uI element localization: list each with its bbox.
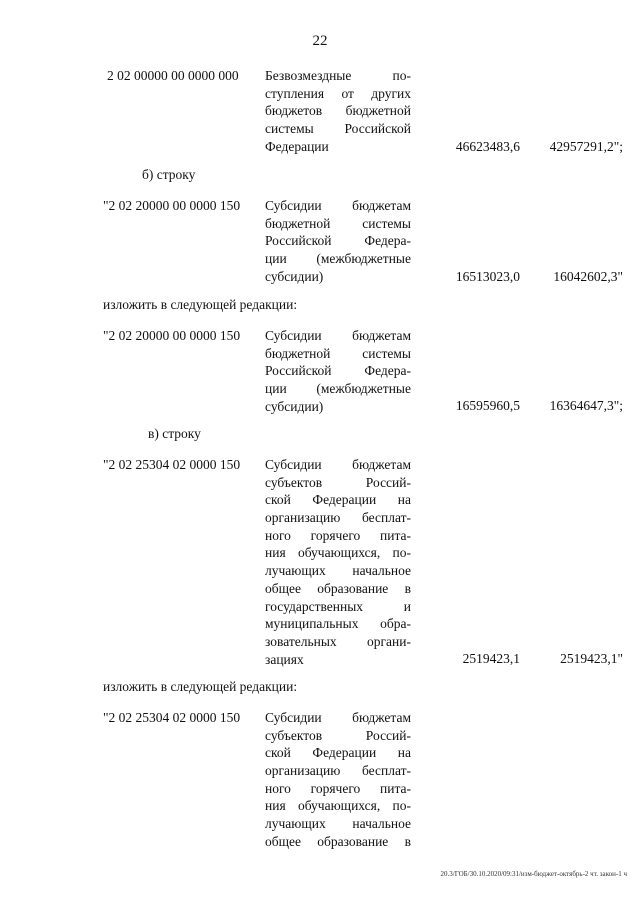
description-line: зациях [265,651,304,667]
description-line: бюджетов бюджетной [265,103,411,119]
description-line: ции (межбюджетные [265,251,411,267]
description-line: ного горячего пита- [265,780,411,796]
line-marker: изложить в следующей редакции: [103,679,298,694]
line-marker: б) строку [142,167,196,182]
description-line: Субсидии бюджетам [265,710,411,725]
budget-code: "2 02 20000 00 0000 150 [103,198,241,213]
description-line: организацию бесплат- [265,763,411,779]
description-line: ской Федерации на [265,492,411,508]
amount-first: 16513023,0 [455,269,520,284]
description-line: Российской Федера- [265,233,411,249]
description-line: субъектов Россий- [265,727,411,743]
description-line: ния обучающихся, по- [265,798,411,814]
amount-second: 16042602,3" [553,269,623,284]
amount-second: 42957291,2"; [549,139,623,154]
description-line: ступления от других [265,85,411,101]
budget-code: 2 02 00000 00 0000 000 [107,68,239,83]
description-line: зовательных органи- [265,633,411,649]
description-line: бюджетной системы [265,215,411,231]
description-line: общее образование в [265,580,411,596]
description-line: Федерации [265,138,329,154]
description-line: ного горячего пита- [265,527,411,543]
description-line: субсидии) [265,398,324,414]
description-line: ской Федерации на [265,745,411,761]
description-line: Субсидии бюджетам [265,457,411,472]
budget-description [265,456,411,668]
amount-second: 16364647,3"; [549,398,623,413]
budget-description [265,67,411,155]
amount-first: 2519423,1 [462,651,520,666]
description-line: субъектов Россий- [265,474,411,490]
description-line: ния обучающихся, по- [265,545,411,561]
description-line: Безвозмездные по- [265,68,411,83]
page-number: 22 [312,33,328,49]
budget-code: "2 02 20000 00 0000 150 [103,328,241,343]
line-marker: изложить в следующей редакции: [103,297,298,312]
budget-description [265,327,411,415]
description-line: Российской Федера- [265,363,411,379]
description-line: организацию бесплат- [265,510,411,526]
description-line: Субсидии бюджетам [265,198,411,213]
budget-code: "2 02 25304 02 0000 150 [103,457,241,472]
amount-first: 16595960,5 [455,398,520,413]
amount-second: 2519423,1" [560,651,623,666]
budget-code: "2 02 25304 02 0000 150 [103,710,241,725]
description-line: государственных и [265,598,411,614]
description-line: системы Российской [265,121,411,137]
description-line: бюджетной системы [265,345,411,361]
description-line: ции (межбюджетные [265,381,411,397]
line-marker: в) строку [148,426,201,441]
description-line: лучающих начальное [265,563,411,579]
description-line: субсидии) [265,268,324,284]
description-line: общее образование в [265,833,411,849]
description-line: муниципальных обра- [265,616,411,632]
amount-first: 46623483,6 [455,139,520,154]
description-line: лучающих начальное [265,816,411,832]
description-line: Субсидии бюджетам [265,328,411,343]
budget-description [265,197,411,285]
document-footer: 20.3/ГОБ/30.10.2020/09:31/изм-бюджет-октябрь-2 чт. закон-1 ч [440,870,627,878]
budget-description [265,709,411,851]
